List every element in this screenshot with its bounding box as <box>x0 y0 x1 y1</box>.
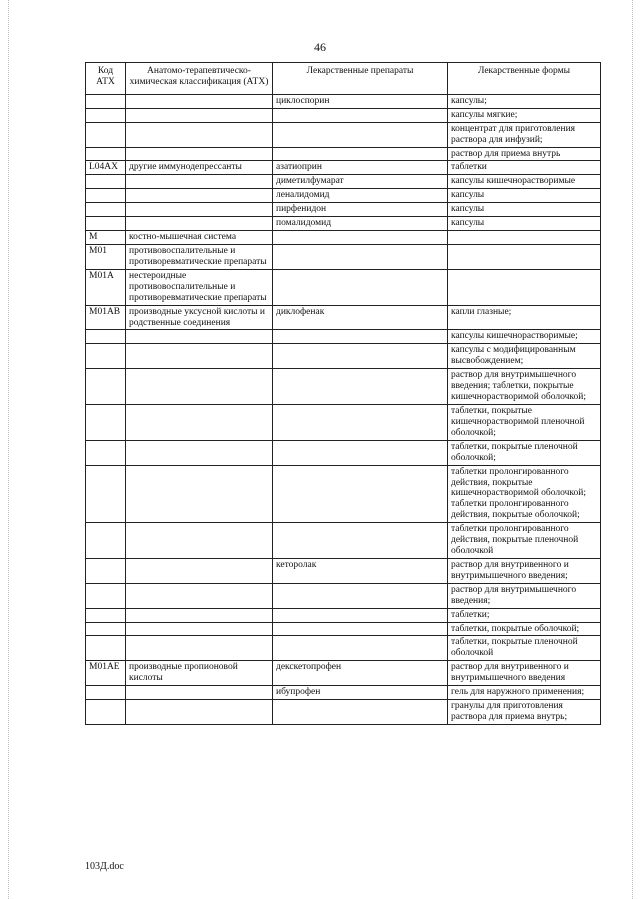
cell-classification: костно-мышечная система <box>126 231 273 245</box>
cell-drug <box>273 330 448 344</box>
cell-form: раствор для внутримышечного введения; таблетки, покрытые кишечнорастворимой оболочкой; <box>448 369 601 405</box>
cell-classification: противовоспалительные и противоревматические препараты <box>126 244 273 269</box>
cell-form <box>448 231 601 245</box>
cell-form <box>448 269 601 305</box>
table-row <box>86 686 601 700</box>
cell-classification <box>126 700 273 725</box>
cell-form: раствор для внутривенного и внутримышечного введения; <box>448 558 601 583</box>
table-row <box>86 622 601 636</box>
table-row <box>86 440 601 465</box>
cell-classification <box>126 122 273 147</box>
header-code: Код АТХ <box>86 63 126 95</box>
cell-classification: нестероидные противовоспалительные и противоревматические препараты <box>126 269 273 305</box>
cell-code <box>86 369 126 405</box>
cell-drug: ибупрофен <box>273 686 448 700</box>
cell-classification <box>126 583 273 608</box>
cell-drug <box>273 108 448 122</box>
table-row <box>86 108 601 122</box>
cell-form: гель для наружного применения; <box>448 686 601 700</box>
cell-code <box>86 175 126 189</box>
cell-form: капли глазные; <box>448 305 601 330</box>
file-name: 103Д.doc <box>85 861 124 872</box>
cell-drug <box>273 147 448 161</box>
table-row <box>86 330 601 344</box>
cell-code <box>86 147 126 161</box>
cell-code <box>86 94 126 108</box>
table-row <box>86 700 601 725</box>
cell-classification <box>126 189 273 203</box>
table-row <box>86 244 601 269</box>
cell-code <box>86 344 126 369</box>
cell-form: капсулы <box>448 203 601 217</box>
cell-classification <box>126 404 273 440</box>
table-row <box>86 231 601 245</box>
table-row <box>86 147 601 161</box>
cell-form: раствор для внутривенного и внутримышечного введения <box>448 661 601 686</box>
cell-classification: другие иммунодепрессанты <box>126 161 273 175</box>
cell-classification <box>126 523 273 559</box>
cell-form: раствор для приема внутрь <box>448 147 601 161</box>
cell-form: капсулы с модифицированным высвобождением; <box>448 344 601 369</box>
page-edge-left <box>8 0 9 899</box>
table-row <box>86 558 601 583</box>
cell-drug: декскетопрофен <box>273 661 448 686</box>
cell-code <box>86 686 126 700</box>
cell-code <box>86 404 126 440</box>
cell-drug <box>273 269 448 305</box>
cell-form: таблетки; <box>448 608 601 622</box>
cell-drug: помалидомид <box>273 217 448 231</box>
cell-code: M01AE <box>86 661 126 686</box>
cell-form: гранулы для приготовления раствора для приема внутрь; <box>448 700 601 725</box>
cell-classification <box>126 330 273 344</box>
cell-form: концентрат для приготовления раствора для инфузий; <box>448 122 601 147</box>
table-row <box>86 94 601 108</box>
table-row <box>86 369 601 405</box>
cell-code: M01A <box>86 269 126 305</box>
cell-drug <box>273 583 448 608</box>
page-edge-right <box>632 0 633 899</box>
cell-classification <box>126 94 273 108</box>
cell-classification <box>126 108 273 122</box>
table-row <box>86 344 601 369</box>
cell-code <box>86 636 126 661</box>
table-row <box>86 122 601 147</box>
cell-classification <box>126 465 273 523</box>
cell-classification <box>126 440 273 465</box>
cell-drug <box>273 523 448 559</box>
cell-code <box>86 189 126 203</box>
cell-drug: леналидомид <box>273 189 448 203</box>
cell-classification <box>126 369 273 405</box>
cell-classification <box>126 558 273 583</box>
cell-drug <box>273 244 448 269</box>
cell-classification <box>126 686 273 700</box>
cell-code <box>86 523 126 559</box>
cell-form: капсулы кишечнорастворимые <box>448 175 601 189</box>
cell-code: M01AB <box>86 305 126 330</box>
cell-drug <box>273 622 448 636</box>
table-row <box>86 203 601 217</box>
cell-code: M <box>86 231 126 245</box>
cell-classification <box>126 622 273 636</box>
cell-form: раствор для внутримышечного введения; <box>448 583 601 608</box>
cell-form: капсулы <box>448 217 601 231</box>
cell-drug <box>273 700 448 725</box>
table-row <box>86 608 601 622</box>
cell-drug: диклофенак <box>273 305 448 330</box>
cell-form: таблетки пролонгированного действия, покрытые пленочной оболочкой <box>448 523 601 559</box>
page-number: 46 <box>314 40 326 54</box>
cell-code <box>86 700 126 725</box>
cell-form <box>448 244 601 269</box>
table-row <box>86 175 601 189</box>
cell-code: L04AX <box>86 161 126 175</box>
table-row <box>86 465 601 523</box>
cell-form: таблетки, покрытые оболочкой; <box>448 622 601 636</box>
cell-code <box>86 465 126 523</box>
table-row <box>86 305 601 330</box>
header-classification: Анатомо-терапевтическо-химическая классификация (АТХ) <box>126 63 273 95</box>
cell-drug <box>273 636 448 661</box>
cell-classification <box>126 147 273 161</box>
cell-classification <box>126 203 273 217</box>
cell-form: капсулы кишечнорастворимые; <box>448 330 601 344</box>
cell-form: таблетки пролонгированного действия, покрытые кишечнорастворимой оболочкой; таблетки пролонгированного действия, покрытые оболочкой; <box>448 465 601 523</box>
cell-code: M01 <box>86 244 126 269</box>
header-forms: Лекарственные формы <box>448 63 601 95</box>
table-row <box>86 189 601 203</box>
cell-code <box>86 608 126 622</box>
cell-drug: азатиоприн <box>273 161 448 175</box>
table-row <box>86 217 601 231</box>
table-row <box>86 583 601 608</box>
cell-classification: производные пропионовой кислоты <box>126 661 273 686</box>
cell-form: таблетки, покрытые пленочной оболочкой <box>448 636 601 661</box>
cell-classification <box>126 175 273 189</box>
table-row <box>86 661 601 686</box>
cell-form: таблетки <box>448 161 601 175</box>
cell-drug <box>273 465 448 523</box>
cell-code <box>86 583 126 608</box>
cell-drug: кеторолак <box>273 558 448 583</box>
cell-code <box>86 203 126 217</box>
cell-classification <box>126 636 273 661</box>
cell-code <box>86 122 126 147</box>
atx-table <box>85 62 601 725</box>
table-row <box>86 269 601 305</box>
cell-classification <box>126 608 273 622</box>
cell-form: капсулы; <box>448 94 601 108</box>
cell-drug <box>273 608 448 622</box>
cell-form: таблетки, покрытые пленочной оболочкой; <box>448 440 601 465</box>
header-drugs: Лекарственные препараты <box>273 63 448 95</box>
table-row <box>86 161 601 175</box>
cell-code <box>86 330 126 344</box>
cell-code <box>86 217 126 231</box>
cell-code <box>86 440 126 465</box>
cell-drug: диметилфумарат <box>273 175 448 189</box>
cell-code <box>86 622 126 636</box>
cell-drug <box>273 404 448 440</box>
cell-drug <box>273 122 448 147</box>
cell-drug <box>273 344 448 369</box>
cell-code <box>86 558 126 583</box>
cell-drug: циклоспорин <box>273 94 448 108</box>
cell-drug: пирфенидон <box>273 203 448 217</box>
cell-classification <box>126 217 273 231</box>
cell-form: капсулы мягкие; <box>448 108 601 122</box>
table-header-row <box>86 63 601 95</box>
table-row <box>86 404 601 440</box>
table-row <box>86 636 601 661</box>
cell-classification <box>126 344 273 369</box>
cell-drug <box>273 231 448 245</box>
cell-form: таблетки, покрытые кишечнорастворимой пленочной оболочкой; <box>448 404 601 440</box>
cell-code <box>86 108 126 122</box>
cell-classification: производные уксусной кислоты и родственные соединения <box>126 305 273 330</box>
cell-form: капсулы <box>448 189 601 203</box>
table-row <box>86 523 601 559</box>
cell-drug <box>273 369 448 405</box>
cell-drug <box>273 440 448 465</box>
